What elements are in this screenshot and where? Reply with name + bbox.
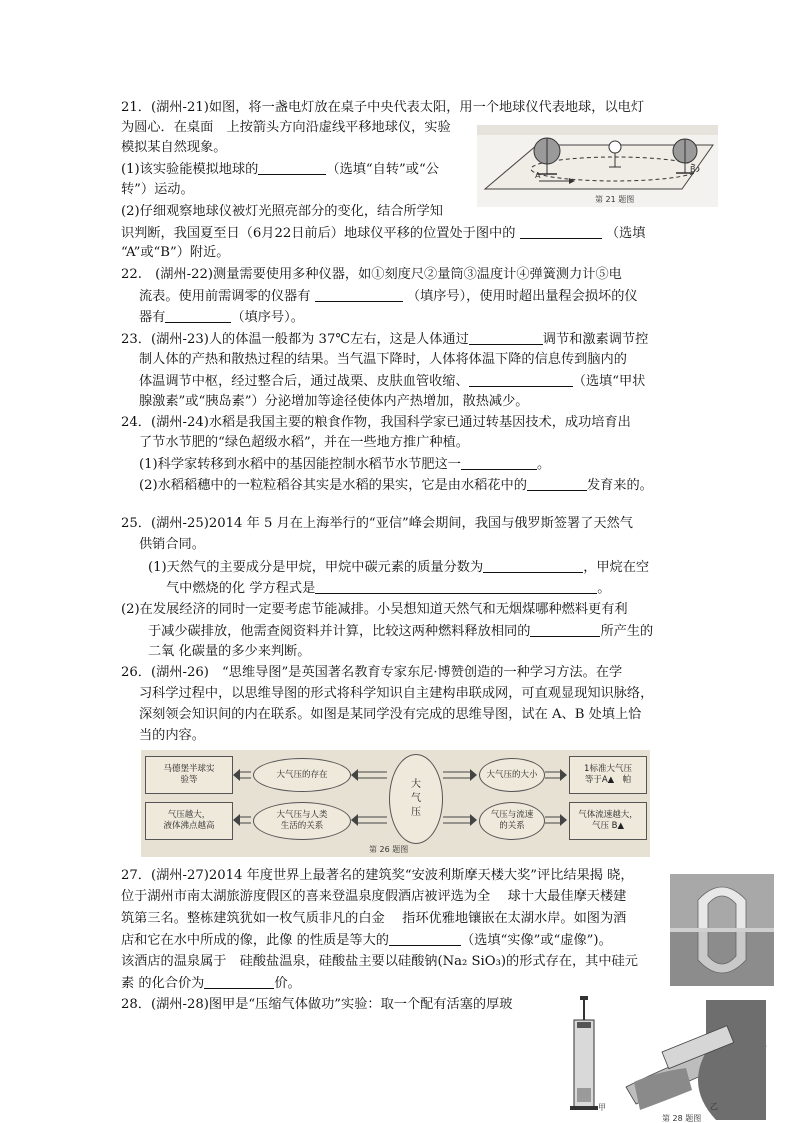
map-node-tr-inner: 大气压的大小 [479, 758, 545, 792]
q23-line-3b: （选填“甲状 [572, 374, 646, 389]
q21-line-4a: (1)该实验能模拟地球的 [121, 162, 259, 177]
q25-line-6b: 所产生的 [600, 624, 654, 639]
q21-line-1: 21．(湖州-21)如图，将一盏电灯放在桌子中央代表太阳，用一个地球仪代表地球，以电灯 [121, 100, 645, 115]
q21-line-7a: 识判断，我国夏至日（6月22日前后）地球仪平移的位置处于图中的 [121, 226, 516, 241]
label-jia: 甲 [598, 1103, 606, 1112]
answer-blank-q22-1[interactable] [315, 287, 403, 302]
q21-line-6: (2)仔细观察地球仪被灯光照亮部分的变化，结合所学知 [121, 204, 443, 219]
q24-line-4 [139, 476, 653, 495]
q27-line-4 [121, 931, 612, 950]
q27-line-6a: 素 的化合价为 [121, 976, 205, 991]
q23-line-3a: 体温调节中枢，经过整合后，通过战栗、皮肤血管收缩、 [139, 374, 469, 389]
answer-blank-q22-2[interactable] [165, 308, 231, 323]
q25-line-4b: 。 [597, 581, 611, 596]
label-b: B [690, 165, 696, 174]
q26-line-1: 26．(湖州-26) “思维导图”是英国著名教育专家东尼·博赞创造的一种学习方法。在学 [121, 665, 623, 680]
q25-line-5: (2)在发展经济的同时一定要考虑节能减排。小吴想知道天然气和无烟煤哪种燃料更有利 [121, 602, 628, 617]
q27-line-5: 该酒店的温泉属于 硅酸盐温泉，硅酸盐主要以硅酸钠(Na₂ SiO₃)的形式存在，其中硅元 [121, 954, 638, 969]
q21-line-7b: （选填 [605, 226, 646, 241]
q25-line-7: 二氧 化碳量的多少来判断。 [148, 644, 311, 659]
map-node-center: 大 气 压 [389, 754, 443, 844]
q23-line-1a: 23．(湖州-23)人的体温一般都为 37℃左右，这是人体通过 [121, 332, 469, 347]
q25-line-3b: ，甲烷在空 [583, 560, 650, 575]
q26-line-3: 深刻领会知识间的内在联系。如图是某同学没有完成的思维导图，试在 A、B 处填上恰 [139, 707, 642, 722]
map-node-bl-inner: 大气压与人类 生活的关系 [253, 802, 351, 840]
answer-blank-q25-1[interactable] [483, 558, 583, 573]
q25-line-4 [166, 579, 610, 598]
q25-line-3a: (1)天然气的主要成分是甲烷，甲烷中碳元素的质量分数为 [148, 560, 484, 575]
q21-line-2: 为圆心．在桌面 上按箭头方向沿虚线平移地球仪，实验 [121, 120, 451, 135]
q26-line-2: 习科学过程中，以思维导图的形式将科学知识自主建构串联成网，可直观显现知识脉络， [139, 686, 654, 701]
map-node-tl-outer: 马德堡半球实 验等 [145, 756, 233, 794]
answer-blank-q23-1[interactable] [469, 330, 543, 345]
label-a: A [535, 171, 541, 180]
answer-blank-q24-2[interactable] [527, 476, 587, 491]
q23-line-2: 制人体的产热和散热过程的结果。当气温下降时，人体将体温下降的信息传到脑内的 [139, 352, 627, 367]
q24-line-1: 24．(湖州-24)水稻是我国主要的粮食作物，我国科学家已通过转基因技术，成功培育出 [121, 415, 631, 430]
answer-blank-q24-1[interactable] [461, 455, 537, 470]
q22-line-2 [139, 287, 638, 306]
answer-blank-q27-2[interactable] [204, 974, 274, 989]
q27-line-4a: 店和它在水中所成的像，此像 的性质是等大的 [121, 933, 389, 948]
q24-line-3a: (1)科学家转移到水稻中的基因能控制水稻节水节肥这一 [139, 457, 461, 472]
answer-blank-q27-1[interactable] [389, 931, 461, 946]
q23-line-1b: 调节和激素调节控 [542, 332, 649, 347]
compressed-gas-apparatus [566, 992, 771, 1123]
q27-line-4b: （选填“实像”或“虚像”)。 [460, 933, 612, 948]
q21-line-4 [121, 160, 439, 179]
q25-line-6 [148, 622, 653, 641]
map-node-tl-inner: 大气压的存在 [253, 758, 351, 792]
q21-line-8: “A”或“B”）附近。 [121, 245, 230, 260]
q28-line-1: 28．(湖州-28)图甲是“压缩气体做功”实验：取一个配有活塞的厚玻 [121, 997, 513, 1012]
q25-line-6a: 于减少碳排放，他需查阅资料并计算，比较这两种燃料释放相同的 [148, 624, 531, 639]
q27-line-2: 位于湖州市南太湖旅游度假区的喜来登温泉度假酒店被评选为全 球十大最佳摩天楼建 [121, 889, 627, 904]
answer-blank-q21-1[interactable] [258, 160, 326, 175]
q24-line-4a: (2)水稻稻穗中的一粒粒稻谷其实是水稻的果实，它是由水稻花中的 [139, 478, 527, 493]
q27-line-3: 筑第三名。整栋建筑犹如一枚气质非凡的白金 指环优雅地镶嵌在太湖水岸。如图为酒 [121, 911, 627, 926]
q26-line-4: 当的内容。 [139, 728, 205, 743]
q21-caption: 第 21 题图 [595, 195, 635, 204]
q27-line-6b: 价。 [274, 976, 301, 991]
hotel-photo [670, 874, 774, 986]
q22-line-1: 22. (湖州-22)测量需要使用多种仪器，如①刻度尺②量筒③温度计④弹簧测力计⑤电 [121, 267, 622, 282]
q22-line-3 [139, 308, 304, 327]
map-node-bl-outer: 气压越大， 液体沸点越高 [145, 802, 233, 840]
q28-figure [566, 992, 771, 1123]
q21-figure [477, 125, 718, 207]
q24-line-4b: 发育来的。 [586, 478, 653, 493]
q22-line-2a: 流表。使用前需调零的仪器有 [139, 289, 311, 304]
q27-line-6 [121, 974, 301, 993]
label-yi: 乙 [710, 1102, 718, 1111]
q24-line-3b: 。 [537, 457, 551, 472]
q23-line-1 [121, 330, 648, 349]
answer-blank-q23-2[interactable] [469, 372, 573, 387]
q21-line-7 [121, 224, 645, 243]
q28-caption: 第 28 题图 [662, 1114, 702, 1123]
q21-line-3: 模拟某自然现象。 [121, 140, 227, 155]
map-node-br-inner: 气压与流速 的关系 [479, 802, 545, 840]
q25-line-3 [148, 558, 649, 577]
q22-line-2b: （填序号），使用时超出量程会损坏的仪 [406, 289, 638, 304]
q24-line-3 [139, 455, 550, 474]
q22-line-3b: （填序号）。 [231, 310, 304, 325]
q27-line-1: 27．(湖州-27)2014 年度世界上最著名的建筑奖“安波利斯摩天楼大奖”评比结果揭 晓， [121, 868, 634, 883]
q26-caption: 第 26 题图 [369, 845, 409, 854]
q21-line-4b: （选填“自转”或“公 [326, 162, 439, 177]
answer-blank-q25-2[interactable] [315, 579, 597, 594]
answer-blank-q21-2[interactable] [520, 224, 602, 239]
q22-line-3a: 器有 [139, 310, 166, 325]
q24-line-2: 了节水节肥的“绿色超级水稻”，并在一些地方推广种植。 [139, 435, 469, 450]
q23-line-4: 腺激素”或“胰岛素”）分泌增加等途径使体内产热增加，散热减少。 [139, 394, 529, 409]
answer-blank-q25-3[interactable] [530, 622, 600, 637]
q21-line-5: 转”）运动。 [121, 182, 194, 197]
hotel-reflection-image [670, 874, 774, 986]
q25-line-1: 25．(湖州-25)2014 年 5 月在上海举行的“亚信”峰会期间，我国与俄罗斯签署了天然气 [121, 516, 633, 531]
q25-line-4a: 气中燃烧的化 学方程式是 [166, 581, 316, 596]
mind-map-figure [141, 750, 650, 857]
map-node-tr-outer: 1标准大气压 等于A▲ 帕 [569, 756, 647, 794]
q25-line-2: 供销合同。 [139, 537, 205, 552]
q23-line-3 [139, 372, 645, 391]
map-node-br-outer: 气体流速越大， 气压 B▲ [569, 802, 647, 840]
